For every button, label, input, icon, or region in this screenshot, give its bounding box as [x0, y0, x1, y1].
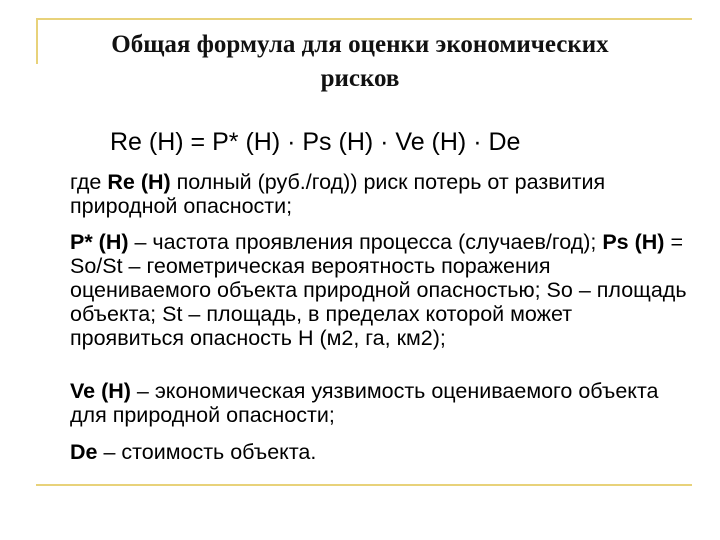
definition-p-ps [70, 230, 690, 350]
term-re: Re (H) [107, 170, 171, 194]
term-ve: Ve (H) [70, 379, 131, 403]
bottom-rule [36, 484, 692, 486]
term-de: De [70, 440, 98, 464]
definition-re [70, 170, 690, 218]
definition-ps-text: = So/St – геометрическая вероятность поражения оцениваемого объекта природной опасностью; So – площадь объекта; St – площадь, в пределах которой может проявиться опасность H (м2, га, км2); [70, 230, 687, 350]
left-rule [36, 18, 38, 64]
definition-lead: где [70, 170, 108, 194]
definition-p-text: – частота проявления процесса (случаев/год); [128, 230, 603, 254]
risk-formula: Re (H) = P* (H) · Ps (H) · Ve (H) · De [110, 128, 521, 156]
term-ps: Ps (H) [602, 230, 665, 254]
top-rule [36, 18, 692, 20]
definition-de-text: – стоимость объекта. [97, 440, 317, 464]
title-line-1: Общая формула для оценки экономических [111, 31, 609, 58]
term-p: P* (H) [70, 230, 129, 254]
slide-title [60, 28, 660, 96]
definition-ve [70, 379, 690, 427]
title-line-2: рисков [320, 65, 400, 92]
definition-de [70, 440, 690, 464]
definition-re-text: полный (руб./год)) риск потерь от развития природной опасности; [70, 170, 606, 218]
definition-ve-text: – экономическая уязвимость оцениваемого объекта для природной опасности; [70, 379, 659, 427]
